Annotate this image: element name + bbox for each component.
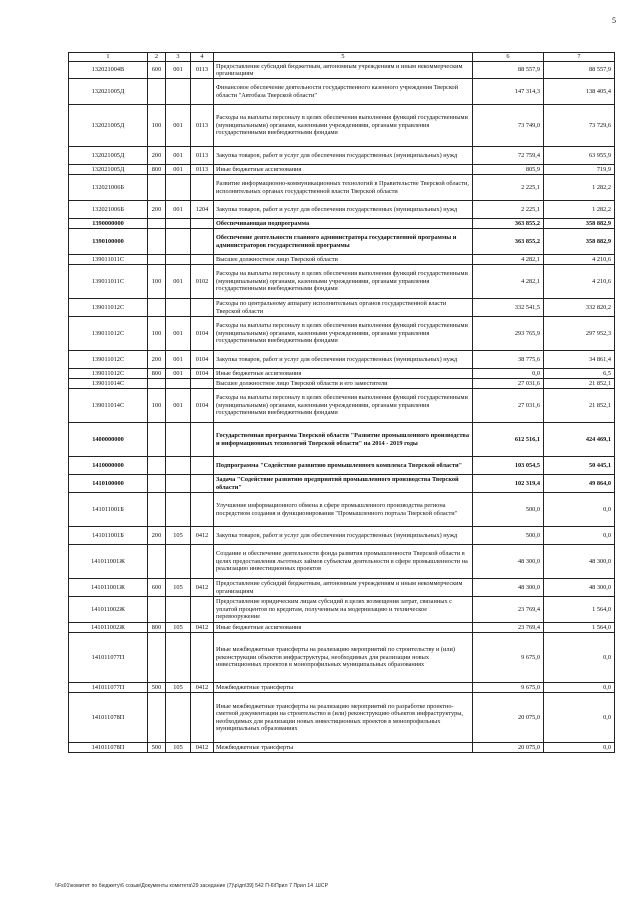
row-col4-cell: [191, 255, 214, 265]
row-name-cell: Иные бюджетные ассигнования: [214, 623, 473, 633]
row-name-cell: Закупка товаров, работ и услуг для обеспечения государственных (муниципальных) нужд: [214, 201, 473, 219]
row-name-cell: Предоставление субсидий бюджетным, автономным учреждениям и иным некоммерческим организациям: [214, 579, 473, 597]
row-col3-cell: 001: [166, 317, 191, 351]
row-value7-cell: 358 882,9: [544, 219, 615, 229]
row-value7-cell: 21 852,1: [544, 389, 615, 423]
row-col2-cell: [148, 633, 166, 683]
header-cell: 7: [544, 53, 615, 62]
row-col3-cell: 001: [166, 165, 191, 175]
row-col3-cell: 105: [166, 743, 191, 753]
row-name-cell: Расходы на выплаты персоналу в целях обеспечения выполнения функций государственными (муниципальными) органами, казенными учреждениями, органами управления государственными внебюджетными фондами: [214, 105, 473, 147]
row-value7-cell: 0,0: [544, 527, 615, 545]
row-col2-cell: [148, 475, 166, 493]
row-col3-cell: [166, 633, 191, 683]
row-col2-cell: [148, 423, 166, 457]
header-cell: 6: [473, 53, 544, 62]
table-row: [69, 229, 615, 255]
row-col3-cell: [166, 493, 191, 527]
row-value6-cell: 2 225,1: [473, 175, 544, 201]
row-value7-cell: 358 882,9: [544, 229, 615, 255]
row-col2-cell: [148, 299, 166, 317]
table-row: [69, 743, 615, 753]
row-code-cell: 139011011С: [69, 265, 148, 299]
table-row: [69, 683, 615, 693]
row-col2-cell: 100: [148, 265, 166, 299]
row-col2-cell: [148, 229, 166, 255]
row-col2-cell: [148, 493, 166, 527]
table-row: [69, 175, 615, 201]
row-col3-cell: [166, 545, 191, 579]
row-col4-cell: [191, 79, 214, 105]
row-code-cell: 139011012С: [69, 317, 148, 351]
row-value7-cell: 1 564,0: [544, 597, 615, 623]
row-name-cell: Улучшение информационного обмена в сфере промышленного производства региона посредством создания и функционирования "Промышленного портала Тверской области": [214, 493, 473, 527]
row-code-cell: 141011078П: [69, 743, 148, 753]
row-code-cell: 132021005Д: [69, 105, 148, 147]
table-row: [69, 265, 615, 299]
row-name-cell: Государственная программа Тверской области "Развитие промышленного производства и информационных технологий Тверской области" на 2014 - 2019 годы: [214, 423, 473, 457]
row-value6-cell: 0,0: [473, 369, 544, 379]
table-row: [69, 623, 615, 633]
row-col4-cell: [191, 379, 214, 389]
table-row: [69, 545, 615, 579]
row-col3-cell: [166, 219, 191, 229]
row-col3-cell: [166, 175, 191, 201]
row-value7-cell: 88 557,9: [544, 62, 615, 79]
table-row: [69, 219, 615, 229]
row-value7-cell: 48 300,0: [544, 579, 615, 597]
row-value6-cell: 27 031,6: [473, 379, 544, 389]
row-name-cell: Высшее должностное лицо Тверской области: [214, 255, 473, 265]
row-value7-cell: 424 469,1: [544, 423, 615, 457]
row-value7-cell: 6,5: [544, 369, 615, 379]
header-cell: 1: [69, 53, 148, 62]
row-code-cell: 141011078П: [69, 693, 148, 743]
row-col2-cell: [148, 379, 166, 389]
row-code-cell: 132021005Д: [69, 165, 148, 175]
row-name-cell: Закупка товаров, работ и услуг для обеспечения государственных (муниципальных) нужд: [214, 527, 473, 545]
row-code-cell: 141011002Ж: [69, 597, 148, 623]
table-row: [69, 457, 615, 475]
header-cell: 3: [166, 53, 191, 62]
row-name-cell: Закупка товаров, работ и услуг для обеспечения государственных (муниципальных) нужд: [214, 147, 473, 165]
row-value7-cell: 50 445,1: [544, 457, 615, 475]
row-col4-cell: 0104: [191, 389, 214, 423]
row-value6-cell: 500,0: [473, 493, 544, 527]
row-value6-cell: 103 054,5: [473, 457, 544, 475]
table-row: [69, 79, 615, 105]
row-name-cell: Расходы на выплаты персоналу в целях обеспечения выполнения функций государственными (муниципальными) органами, казенными учреждениями, органами управления государственными внебюджетными фондами: [214, 265, 473, 299]
row-col4-cell: 0412: [191, 579, 214, 597]
row-name-cell: Обеспечение деятельности главного администратора государственной программы и администраторов государственной программы: [214, 229, 473, 255]
row-value6-cell: 2 225,1: [473, 201, 544, 219]
row-value7-cell: 719,9: [544, 165, 615, 175]
row-col4-cell: 0104: [191, 351, 214, 369]
table-row: [69, 423, 615, 457]
row-name-cell: Расходы на выплаты персоналу в целях обеспечения выполнения функций государственными (муниципальными) органами, казенными учреждениями, органами управления государственными внебюджетными фондами: [214, 317, 473, 351]
header-cell: 2: [148, 53, 166, 62]
row-value7-cell: 1 282,2: [544, 175, 615, 201]
row-code-cell: 1390100000: [69, 229, 148, 255]
row-col4-cell: [191, 475, 214, 493]
row-code-cell: 132021006Б: [69, 201, 148, 219]
row-col3-cell: 001: [166, 62, 191, 79]
row-col4-cell: [191, 299, 214, 317]
row-value6-cell: 612 516,1: [473, 423, 544, 457]
row-value7-cell: 297 952,3: [544, 317, 615, 351]
row-value6-cell: 23 769,4: [473, 623, 544, 633]
row-code-cell: 139011014С: [69, 389, 148, 423]
row-col4-cell: [191, 423, 214, 457]
row-value6-cell: 332 541,5: [473, 299, 544, 317]
row-col2-cell: [148, 693, 166, 743]
row-col4-cell: 0113: [191, 165, 214, 175]
row-value6-cell: 293 765,9: [473, 317, 544, 351]
row-col3-cell: [166, 79, 191, 105]
row-name-cell: Создание и обеспечение деятельности фонда развития промышленности Тверской области в целях предоставления льготных займов субъектам деятельности в сфере промышленности на реализацию инвестиционных проектов: [214, 545, 473, 579]
row-value7-cell: 1 282,2: [544, 201, 615, 219]
row-value6-cell: 9 675,0: [473, 683, 544, 693]
row-name-cell: Подпрограмма "Содействие развитию промышленного комплекса Тверской области": [214, 457, 473, 475]
row-col3-cell: 001: [166, 369, 191, 379]
row-col2-cell: 800: [148, 165, 166, 175]
row-col4-cell: [191, 597, 214, 623]
row-value7-cell: 49 864,0: [544, 475, 615, 493]
row-col2-cell: 800: [148, 623, 166, 633]
row-value6-cell: 88 557,9: [473, 62, 544, 79]
row-name-cell: Обеспечивающая подпрограмма: [214, 219, 473, 229]
budget-table: [68, 52, 615, 753]
row-value6-cell: 805,9: [473, 165, 544, 175]
row-name-cell: Иные бюджетные ассигнования: [214, 165, 473, 175]
row-value7-cell: 1 564,0: [544, 623, 615, 633]
row-value6-cell: 147 314,3: [473, 79, 544, 105]
row-col4-cell: 0104: [191, 369, 214, 379]
row-code-cell: 132021006Б: [69, 175, 148, 201]
row-col4-cell: 0412: [191, 623, 214, 633]
row-value7-cell: 0,0: [544, 633, 615, 683]
row-value6-cell: 102 319,4: [473, 475, 544, 493]
row-code-cell: 141011001Б: [69, 527, 148, 545]
row-code-cell: 141011077П: [69, 633, 148, 683]
table-row: [69, 693, 615, 743]
page-number: 5: [612, 16, 616, 25]
row-col3-cell: 001: [166, 389, 191, 423]
row-value7-cell: 4 210,6: [544, 265, 615, 299]
row-value7-cell: 34 861,4: [544, 351, 615, 369]
row-value7-cell: 21 852,1: [544, 379, 615, 389]
row-col4-cell: [191, 457, 214, 475]
row-col2-cell: 500: [148, 683, 166, 693]
row-name-cell: Иные бюджетные ассигнования: [214, 369, 473, 379]
row-col4-cell: [191, 493, 214, 527]
table-row: [69, 62, 615, 79]
row-col2-cell: 100: [148, 105, 166, 147]
row-col3-cell: [166, 229, 191, 255]
row-value6-cell: 23 769,4: [473, 597, 544, 623]
row-value6-cell: 20 075,0: [473, 693, 544, 743]
row-value6-cell: 363 855,2: [473, 229, 544, 255]
row-name-cell: Высшее должностное лицо Тверской области и его заместители: [214, 379, 473, 389]
table-row: [69, 299, 615, 317]
row-value7-cell: 63 955,9: [544, 147, 615, 165]
row-name-cell: Межбюджетные трансферты: [214, 683, 473, 693]
row-code-cell: 1410100000: [69, 475, 148, 493]
row-value6-cell: 48 300,0: [473, 579, 544, 597]
row-col3-cell: [166, 457, 191, 475]
row-col4-cell: 0412: [191, 743, 214, 753]
row-code-cell: 139011014С: [69, 379, 148, 389]
row-code-cell: 139011012С: [69, 369, 148, 379]
row-col3-cell: [166, 475, 191, 493]
row-name-cell: Иные межбюджетные трансферты на реализацию мероприятий по строительству и (или) реконструкции объектов инфраструктуры, необходимых для реализации новых инвестиционных проектов в монопрофильных муниципальных образованиях: [214, 633, 473, 683]
table-row: [69, 379, 615, 389]
row-name-cell: Предоставление юридическим лицам субсидий в целях возмещения затрат, связанных с уплатой процентов по кредитам, полученным на модернизацию и техническое перевооружение: [214, 597, 473, 623]
row-value6-cell: 48 300,0: [473, 545, 544, 579]
row-code-cell: 139011012С: [69, 351, 148, 369]
row-code-cell: 139011012С: [69, 299, 148, 317]
table-row: [69, 527, 615, 545]
row-col4-cell: [191, 633, 214, 683]
row-col4-cell: 0113: [191, 147, 214, 165]
table-row: [69, 165, 615, 175]
row-col2-cell: 200: [148, 147, 166, 165]
row-code-cell: 141011002Ж: [69, 623, 148, 633]
row-value7-cell: 0,0: [544, 743, 615, 753]
row-col4-cell: 0412: [191, 683, 214, 693]
row-code-cell: 132021004В: [69, 62, 148, 79]
row-col3-cell: [166, 693, 191, 743]
row-value7-cell: 48 300,0: [544, 545, 615, 579]
row-col2-cell: [148, 175, 166, 201]
row-col2-cell: 200: [148, 527, 166, 545]
row-col3-cell: [166, 299, 191, 317]
header-cell: 5: [214, 53, 473, 62]
header-cell: 4: [191, 53, 214, 62]
table-row: [69, 389, 615, 423]
row-value6-cell: 363 855,2: [473, 219, 544, 229]
row-col4-cell: [191, 175, 214, 201]
row-name-cell: Задача "Содействие развитию предприятий промышленного производства Тверской области": [214, 475, 473, 493]
row-value7-cell: 0,0: [544, 493, 615, 527]
row-value7-cell: 332 820,2: [544, 299, 615, 317]
row-code-cell: 1410000000: [69, 457, 148, 475]
row-code-cell: 141011001Ж: [69, 579, 148, 597]
row-code-cell: 141011077П: [69, 683, 148, 693]
row-name-cell: Предоставление субсидий бюджетным, автономным учреждениям и иным некоммерческим организациям: [214, 62, 473, 79]
row-col2-cell: [148, 597, 166, 623]
row-col4-cell: 0113: [191, 62, 214, 79]
row-col4-cell: [191, 229, 214, 255]
row-name-cell: Расходы на выплаты персоналу в целях обеспечения выполнения функций государственными (муниципальными) органами, казенными учреждениями, органами управления государственными внебюджетными фондами: [214, 389, 473, 423]
row-name-cell: Расходы по центральному аппарату исполнительных органов государственной власти Тверской области: [214, 299, 473, 317]
row-code-cell: 132021005Д: [69, 147, 148, 165]
row-col4-cell: 0104: [191, 317, 214, 351]
table-row: [69, 633, 615, 683]
table-row: [69, 475, 615, 493]
row-value6-cell: 9 675,0: [473, 633, 544, 683]
table-row: [69, 369, 615, 379]
row-col2-cell: 800: [148, 369, 166, 379]
row-name-cell: Иные межбюджетные трансферты на реализацию мероприятий по разработке проектно-сметной документации на строительство и (или) реконструкцию объектов инфраструктуры, необходимых для реализации новых инвестиционных проектов в монопрофильных муниципальных образованиях: [214, 693, 473, 743]
row-col3-cell: 001: [166, 105, 191, 147]
row-name-cell: Финансовое обеспечение деятельности государственного казенного учреждения Тверской области "Автобаза Тверской области": [214, 79, 473, 105]
row-col3-cell: 105: [166, 527, 191, 545]
row-col3-cell: 001: [166, 147, 191, 165]
row-value6-cell: 20 075,0: [473, 743, 544, 753]
row-value6-cell: 4 282,1: [473, 255, 544, 265]
row-value7-cell: 73 729,6: [544, 105, 615, 147]
table-header-row: [69, 53, 615, 62]
row-col4-cell: 0412: [191, 527, 214, 545]
row-col4-cell: [191, 693, 214, 743]
row-col3-cell: [166, 597, 191, 623]
row-code-cell: 141011001Б: [69, 493, 148, 527]
row-name-cell: Закупка товаров, работ и услуг для обеспечения государственных (муниципальных) нужд: [214, 351, 473, 369]
row-col2-cell: 100: [148, 317, 166, 351]
row-name-cell: Межбюджетные трансферты: [214, 743, 473, 753]
row-col2-cell: [148, 219, 166, 229]
row-col3-cell: 105: [166, 579, 191, 597]
table-row: [69, 255, 615, 265]
table-row: [69, 147, 615, 165]
row-col4-cell: [191, 219, 214, 229]
row-col3-cell: [166, 379, 191, 389]
row-col2-cell: 600: [148, 62, 166, 79]
table-row: [69, 493, 615, 527]
row-col2-cell: [148, 79, 166, 105]
row-code-cell: 141011001Ж: [69, 545, 148, 579]
table-row: [69, 317, 615, 351]
row-col4-cell: [191, 545, 214, 579]
row-code-cell: 1390000000: [69, 219, 148, 229]
row-value7-cell: 0,0: [544, 693, 615, 743]
row-code-cell: 139011011С: [69, 255, 148, 265]
row-value7-cell: 0,0: [544, 683, 615, 693]
table-row: [69, 201, 615, 219]
table-row: [69, 351, 615, 369]
row-col3-cell: 105: [166, 623, 191, 633]
row-value7-cell: 4 210,6: [544, 255, 615, 265]
row-col3-cell: [166, 255, 191, 265]
row-value6-cell: 27 031,6: [473, 389, 544, 423]
table-row: [69, 105, 615, 147]
row-col3-cell: 001: [166, 351, 191, 369]
row-value6-cell: 73 749,0: [473, 105, 544, 147]
row-col2-cell: 600: [148, 579, 166, 597]
row-col2-cell: 200: [148, 201, 166, 219]
row-col3-cell: 001: [166, 201, 191, 219]
row-col3-cell: [166, 423, 191, 457]
row-value7-cell: 138 405,4: [544, 79, 615, 105]
row-col4-cell: 0113: [191, 105, 214, 147]
file-path-footer: \\Fs01\комитет по бюджету\6 созыв\Документы комитета\29 заседание (7)\р\дп\39] 542 П-6\Прил 7 Прил 14 .ШСР: [55, 883, 328, 889]
row-col2-cell: [148, 457, 166, 475]
table-row: [69, 579, 615, 597]
row-value6-cell: 500,0: [473, 527, 544, 545]
row-value6-cell: 4 282,1: [473, 265, 544, 299]
row-col2-cell: 500: [148, 743, 166, 753]
row-col3-cell: 001: [166, 265, 191, 299]
row-col2-cell: 100: [148, 389, 166, 423]
row-col4-cell: 1204: [191, 201, 214, 219]
row-value6-cell: 72 759,4: [473, 147, 544, 165]
row-value6-cell: 38 775,6: [473, 351, 544, 369]
row-col4-cell: 0102: [191, 265, 214, 299]
row-col3-cell: 105: [166, 683, 191, 693]
table-row: [69, 597, 615, 623]
row-name-cell: Развитие информационно-коммуникационных технологий в Правительстве Тверской области, исполнительных органах государственной власти Тверской области: [214, 175, 473, 201]
row-col2-cell: 200: [148, 351, 166, 369]
row-col2-cell: [148, 255, 166, 265]
row-col2-cell: [148, 545, 166, 579]
row-code-cell: 132021005Д: [69, 79, 148, 105]
row-code-cell: 1400000000: [69, 423, 148, 457]
